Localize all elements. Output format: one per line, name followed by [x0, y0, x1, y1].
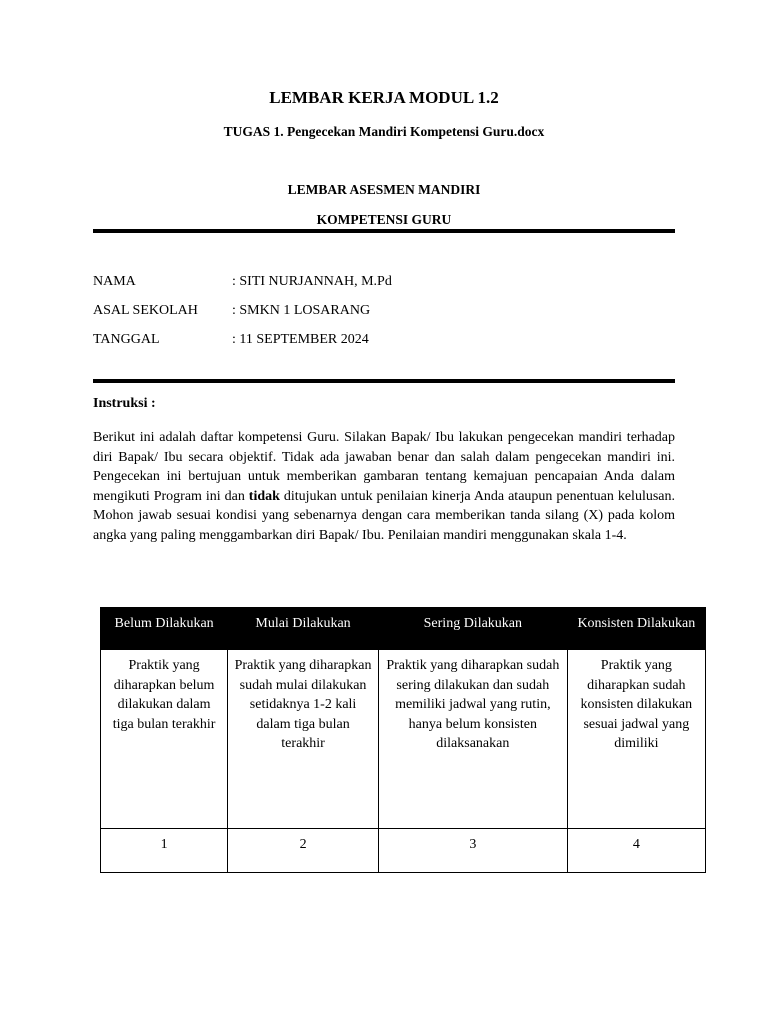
- info-label: NAMA: [93, 274, 136, 289]
- scale-number-cell[interactable]: 1: [101, 829, 228, 873]
- instructions-paragraph: [93, 428, 675, 545]
- document-subtitle: TUGAS 1. Pengecekan Mandiri Kompetensi Guru.docx: [223, 124, 545, 139]
- scale-number-cell[interactable]: 2: [228, 829, 379, 873]
- table-row-descriptions: [101, 650, 706, 829]
- instructions-label: Instruksi :: [93, 396, 156, 411]
- header-cell: Sering Dilakukan: [378, 608, 567, 650]
- info-row-name: [93, 274, 675, 294]
- instructions-text-part2: ditujukan untuk penilaian kinerja Anda ataupun penentuan kelulusan. Mohon jawab sesuai kondisi yang sebenarnya dengan cara memberikan tanda silang (X) pada kolom angka yang paling menggambarkan diri Bapak/ Ibu. Penilaian mandiri menggunakan skala 1-4.: [93, 488, 675, 543]
- description-cell: Praktik yang diharapkan belum dilakukan dalam tiga bulan terakhir: [101, 650, 228, 829]
- scale-number-cell[interactable]: 4: [567, 829, 705, 873]
- bottom-divider: [93, 379, 675, 383]
- header-cell: Belum Dilakukan: [101, 608, 228, 650]
- info-row-school: [93, 303, 675, 323]
- table-header-row: [101, 608, 706, 650]
- document-title: LEMBAR KERJA MODUL 1.2: [269, 88, 499, 107]
- scale-table: [100, 607, 706, 873]
- table-row-numbers: [101, 829, 706, 873]
- instructions-text-bold: tidak: [248, 488, 280, 504]
- instructions-text-part1: Berikut ini adalah daftar kompetensi Guru. Silakan Bapak/ Ibu lakukan pengecekan mandiri terhadap diri Bapak/ Ibu secara objektif. Tidak ada jawaban benar dan salah dalam pengecekan mandiri ini. Pengecekan ini bertujuan untuk memberikan gambaran tentang kemajuan pencapaian Anda dalam mengikuti Program ini dan: [93, 430, 675, 504]
- header-cell: Mulai Dilakukan: [228, 608, 379, 650]
- info-value: : 11 SEPTEMBER 2024: [232, 332, 369, 347]
- info-value: : SITI NURJANNAH, M.Pd: [232, 274, 392, 289]
- section-heading-line2: KOMPETENSI GURU: [316, 212, 452, 227]
- info-label: ASAL SEKOLAH: [93, 303, 198, 318]
- description-cell: Praktik yang diharapkan sudah konsisten dilakukan sesuai jadwal yang dimiliki: [567, 650, 705, 829]
- info-row-date: [93, 332, 675, 352]
- description-cell: Praktik yang diharapkan sudah sering dilakukan dan sudah memiliki jadwal yang rutin, hanya belum konsisten dilaksanakan: [378, 650, 567, 829]
- description-cell: Praktik yang diharapkan sudah mulai dilakukan setidaknya 1-2 kali dalam tiga bulan terakhir: [228, 650, 379, 829]
- section-heading-line1: LEMBAR ASESMEN MANDIRI: [287, 182, 481, 197]
- top-divider: [93, 229, 675, 233]
- scale-number-cell[interactable]: 3: [378, 829, 567, 873]
- info-value: : SMKN 1 LOSARANG: [232, 303, 371, 318]
- header-cell: Konsisten Dilakukan: [567, 608, 705, 650]
- info-label: TANGGAL: [93, 332, 160, 347]
